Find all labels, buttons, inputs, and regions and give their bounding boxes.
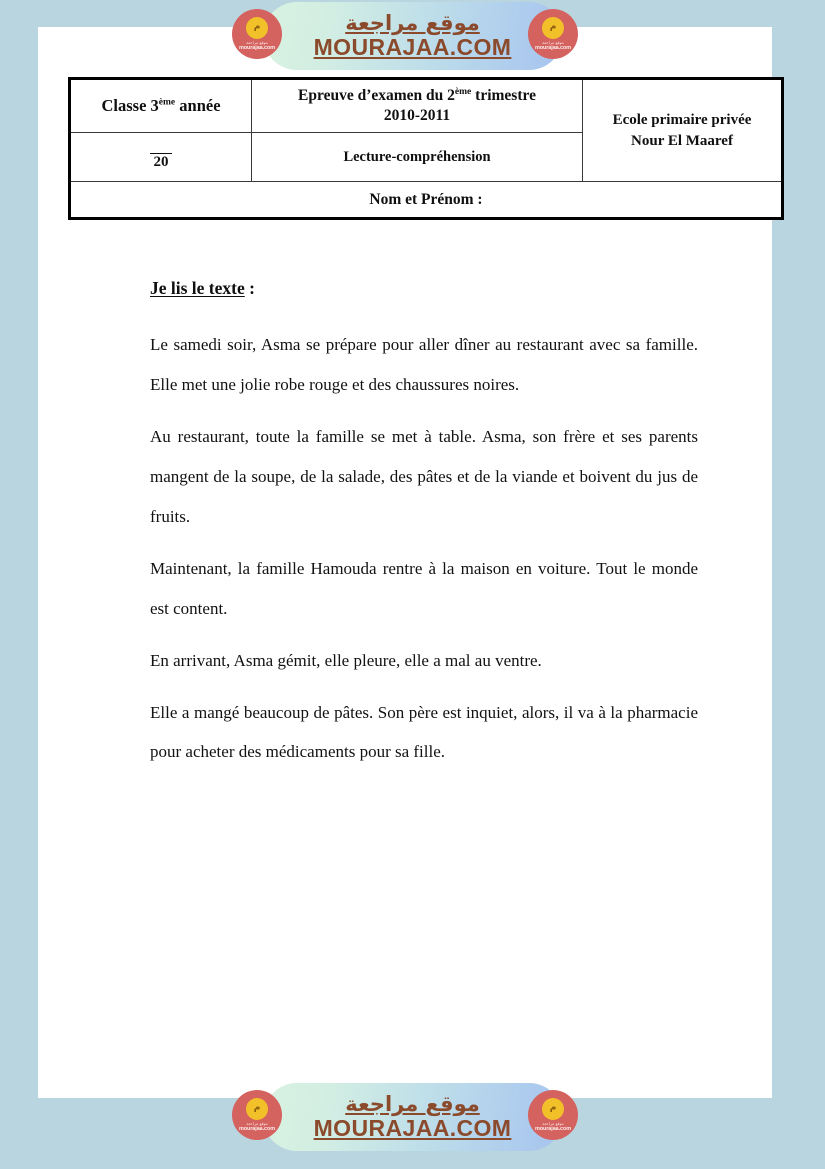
school-name-line2: Nour El Maaref: [631, 132, 733, 149]
grade-denominator: 20: [153, 153, 169, 170]
logo-caption: mourajaa.com: [238, 1126, 276, 1133]
reading-title-underlined: Je lis le texte: [150, 278, 245, 298]
watermark-banner: [263, 1083, 563, 1151]
logo-arabic-caption: موقع مراجعة: [542, 1120, 564, 1126]
watermark-arabic-text: موقع مراجعة: [345, 1092, 480, 1117]
logo-emblem-icon: م: [542, 1098, 564, 1120]
grade-fraction[interactable]: [150, 144, 172, 170]
reading-title-colon: :: [244, 278, 255, 298]
school-name-line1: Ecole primaire privée: [612, 112, 752, 129]
paragraph: Le samedi soir, Asma se prépare pour aller dîner au restaurant avec sa famille. Elle met une jolie robe rouge et des chaussures noires.: [150, 335, 698, 394]
class-label-suffix: année: [175, 96, 221, 115]
watermark-logo-icon: [232, 9, 282, 59]
watermark-banner: [263, 2, 563, 70]
paragraph: En arrivant, Asma gémit, elle pleure, elle a mal au ventre.: [150, 650, 542, 670]
watermark-arabic-text: موقع مراجعة: [345, 11, 480, 36]
table-row: [70, 182, 783, 219]
logo-caption: mourajaa.com: [238, 45, 276, 52]
watermark-top: [0, 0, 825, 72]
class-ordinal-suffix: ème: [158, 97, 176, 108]
logo-arabic-caption: موقع مراجعة: [246, 1120, 268, 1126]
cell-grade-out-of: [70, 133, 252, 182]
cell-class: [70, 79, 252, 133]
watermark-logo-icon: [232, 1090, 282, 1140]
cell-exam-title: [252, 79, 583, 133]
class-label: Classe 3: [101, 96, 159, 115]
watermark-domain-text: MOURAJAA.COM: [313, 34, 512, 61]
exam-title-part2: trimestre: [471, 87, 536, 105]
exam-year: 2010-2011: [383, 107, 451, 125]
cell-subject: Lecture-compréhension: [252, 133, 583, 182]
watermark-bottom: [0, 1081, 825, 1153]
logo-emblem-icon: م: [542, 17, 564, 39]
paragraph: Maintenant, la famille Hamouda rentre à la maison en voiture. Tout le monde est content.: [150, 558, 698, 618]
exam-ordinal-suffix: ème: [454, 87, 472, 98]
logo-emblem-icon: م: [246, 17, 268, 39]
exam-header-table: [68, 77, 784, 220]
watermark-logo-icon: [528, 1090, 578, 1140]
exam-title-part1: Epreuve d’examen du 2: [298, 87, 455, 105]
logo-arabic-caption: موقع مراجعة: [246, 39, 268, 45]
logo-caption: mourajaa.com: [534, 45, 572, 52]
page-title: [150, 278, 698, 299]
cell-student-name-field[interactable]: Nom et Prénom :: [70, 182, 783, 219]
reading-passage-body: [150, 278, 698, 784]
paragraph: Elle a mangé beaucoup de pâtes. Son père est inquiet, alors, il va à la pharmacie pour acheter des médicaments pour sa fille.: [150, 702, 698, 762]
table-row: [70, 79, 783, 133]
logo-caption: mourajaa.com: [534, 1126, 572, 1133]
logo-arabic-caption: موقع مراجعة: [542, 39, 564, 45]
logo-emblem-icon: م: [246, 1098, 268, 1120]
watermark-logo-icon: [528, 9, 578, 59]
watermark-domain-text: MOURAJAA.COM: [313, 1115, 512, 1142]
grade-numerator-blank[interactable]: [150, 144, 172, 154]
cell-school: [583, 79, 783, 182]
paragraph: Au restaurant, toute la famille se met à table. Asma, son frère et ses parents mangent de la soupe, de la salade, des pâtes et de la viande et boivent du jus de fruits.: [150, 426, 698, 526]
